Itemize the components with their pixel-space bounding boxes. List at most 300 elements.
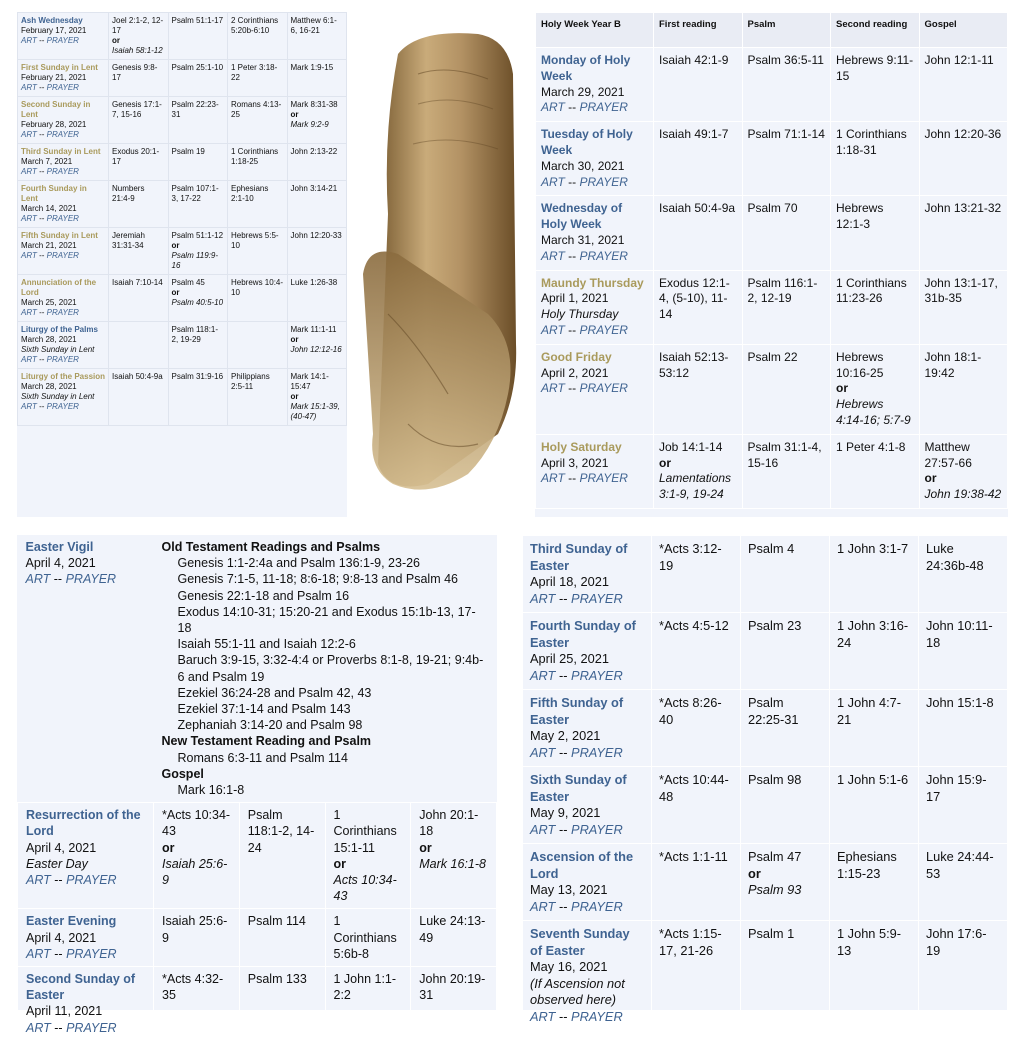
art-link[interactable]: ART: [541, 174, 565, 189]
first-reading-cell: [654, 344, 743, 434]
day-date: April 18, 2021: [530, 574, 609, 589]
easter-vigil-table: [17, 535, 497, 1035]
vigil-reading: Zephaniah 3:14-20 and Psalm 98: [177, 718, 363, 733]
day-title[interactable]: Resurrection of the Lord: [26, 808, 141, 839]
reading: Hebrews 10:16-25: [836, 349, 884, 380]
reading: Numbers 21:4-9: [112, 184, 145, 203]
day-title[interactable]: Fourth Sunday in Lent: [21, 184, 87, 203]
prayer-link[interactable]: PRAYER: [571, 821, 623, 837]
reading: John 12:20-33: [290, 231, 342, 240]
prayer-link[interactable]: PRAYER: [46, 308, 79, 317]
reading: Joel 2:1-2, 12-17: [112, 16, 164, 35]
table-row: [536, 48, 1008, 122]
reading: Romans 4:13-25: [231, 100, 282, 119]
gospel-cell: [919, 122, 1008, 196]
second-reading-cell: [831, 196, 920, 270]
reading: Matthew 27:57-66: [924, 439, 972, 470]
art-prayer-links: [530, 1009, 644, 1026]
reading: Psalm 22:23-31: [171, 100, 219, 119]
or-separator: or: [112, 36, 120, 45]
day-cell: [536, 122, 654, 196]
second-reading-cell: [831, 344, 920, 434]
first-reading-cell: [652, 767, 741, 844]
day-cell: [18, 803, 154, 909]
day-date: May 9, 2021: [530, 805, 601, 820]
psalm-cell: [168, 97, 228, 144]
day-cell: [523, 690, 652, 767]
day-title[interactable]: Ash Wednesday: [21, 16, 83, 25]
first-reading-cell: [652, 613, 741, 690]
day-date: April 4, 2021: [26, 930, 97, 945]
link-separator: --: [558, 821, 568, 837]
second-reading-cell: [830, 536, 919, 613]
day-title[interactable]: Fifth Sunday in Lent: [21, 231, 98, 240]
art-link[interactable]: ART: [25, 572, 51, 587]
art-link[interactable]: ART: [530, 590, 556, 606]
day-title[interactable]: Sixth Sunday of Easter: [530, 772, 627, 804]
reading: *Acts 4:32-35: [162, 972, 224, 1003]
art-link[interactable]: ART: [530, 1008, 556, 1024]
art-link[interactable]: ART: [21, 251, 37, 260]
reading: Mark 14:1-15:47: [290, 372, 329, 391]
header-holy-week: Holy Week Year B: [536, 13, 654, 48]
reading: Jeremiah 31:31-34: [112, 231, 145, 250]
prayer-link[interactable]: PRAYER: [46, 130, 79, 139]
day-cell: [18, 909, 154, 967]
prayer-link[interactable]: PRAYER: [66, 873, 117, 888]
alternate-reading: John 19:38-42: [924, 487, 1002, 502]
second-reading-cell: [228, 60, 288, 97]
reading: Psalm 51:1-17: [171, 16, 224, 25]
day-note: Sixth Sunday in Lent: [21, 392, 95, 401]
reading: *Acts 3:12-19: [659, 541, 722, 573]
reading: Philippians 2:5-11: [231, 372, 270, 391]
day-cell: [18, 144, 109, 181]
reading: Psalm 1: [748, 926, 795, 941]
reading: John 2:13-22: [290, 147, 338, 156]
alternate-reading: Isaiah 25:6-9: [162, 856, 228, 888]
art-link[interactable]: ART: [26, 873, 51, 888]
prayer-link[interactable]: PRAYER: [571, 898, 623, 914]
art-prayer-links: [541, 471, 648, 487]
psalm-cell: [168, 322, 228, 369]
prayer-link[interactable]: PRAYER: [46, 402, 79, 411]
alternate-reading: Hebrews 4:14-16; 5:7-9: [836, 397, 911, 427]
art-link[interactable]: ART: [530, 821, 556, 837]
reading: Psalm 31:9-16: [171, 372, 224, 381]
prayer-link[interactable]: PRAYER: [46, 251, 79, 260]
header-first-reading: First reading: [654, 13, 743, 48]
first-reading-cell: [154, 909, 240, 967]
art-link[interactable]: ART: [541, 100, 565, 115]
alternate-reading: Mark 9:2-9: [290, 120, 329, 129]
day-title[interactable]: Liturgy of the Passion: [21, 372, 106, 381]
day-date: March 28, 2021: [21, 335, 77, 344]
or-separator: or: [290, 335, 299, 344]
reading: Ephesians 2:1-10: [231, 184, 269, 203]
second-reading-cell: [228, 275, 288, 322]
art-link[interactable]: ART: [21, 36, 37, 45]
link-separator: --: [558, 667, 568, 683]
art-link[interactable]: ART: [26, 1020, 51, 1035]
second-reading-cell: [830, 921, 919, 1031]
prayer-link[interactable]: PRAYER: [579, 248, 628, 263]
link-separator: --: [54, 1020, 63, 1035]
art-link[interactable]: ART: [21, 83, 37, 92]
day-date: March 7, 2021: [21, 157, 73, 166]
first-reading-cell: [154, 803, 240, 909]
link-separator: --: [558, 898, 568, 914]
header-gospel: Gospel: [919, 13, 1008, 48]
table-row: [523, 844, 1008, 921]
table-row: [536, 344, 1008, 434]
reading: 1 John 4:7-21: [837, 695, 902, 727]
art-link[interactable]: ART: [541, 322, 565, 337]
reading: Psalm 22: [747, 349, 798, 364]
day-cell: [18, 13, 109, 60]
reading: Psalm 98: [748, 772, 802, 787]
reading: *Acts 4:5-12: [659, 618, 729, 633]
prayer-link[interactable]: PRAYER: [579, 381, 628, 396]
gospel-cell: [287, 275, 347, 322]
day-cell: [523, 844, 652, 921]
day-date: March 29, 2021: [541, 84, 625, 99]
day-cell: [18, 275, 109, 322]
day-title[interactable]: Fifth Sunday of Easter: [530, 695, 624, 727]
reading: Psalm 23: [748, 618, 802, 633]
day-title[interactable]: Tuesday of Holy Week: [541, 127, 633, 157]
gospel-cell: [287, 369, 347, 426]
reading: 1 Corinthians 1:18-25: [231, 147, 279, 166]
vigil-reading: Genesis 7:1-5, 11-18; 8:6-18; 9:8-13 and Psalm 46: [177, 572, 458, 587]
art-link[interactable]: ART: [26, 946, 51, 961]
reading: Psalm 51:1-12: [171, 231, 224, 240]
first-reading-cell: [109, 13, 169, 60]
day-title[interactable]: Second Sunday in Lent: [21, 100, 91, 119]
day-cell: [523, 536, 652, 613]
day-cell: [18, 97, 109, 144]
reading: Hebrews 5:5-10: [231, 231, 279, 250]
holy-week-table: [535, 12, 1008, 517]
day-date: February 28, 2021: [21, 120, 87, 129]
day-note: Holy Thursday: [541, 307, 619, 322]
psalm-cell: [742, 270, 831, 344]
prayer-link[interactable]: PRAYER: [46, 36, 79, 45]
first-reading-cell: [654, 270, 743, 344]
table-row: [18, 909, 497, 967]
reading: Isaiah 7:10-14: [112, 278, 163, 287]
prayer-link[interactable]: PRAYER: [571, 667, 623, 683]
table-row: [18, 369, 347, 426]
second-reading-cell: [325, 967, 411, 1041]
gospel-cell: [919, 536, 1008, 613]
prayer-link[interactable]: PRAYER: [579, 471, 628, 486]
art-link[interactable]: ART: [21, 130, 37, 139]
reading: Hebrews 12:1-3: [836, 201, 884, 232]
day-title[interactable]: Easter Evening: [26, 914, 117, 929]
vigil-reading: Genesis 22:1-18 and Psalm 16: [177, 588, 350, 603]
art-link[interactable]: ART: [530, 898, 556, 914]
art-link[interactable]: ART: [21, 308, 37, 317]
reading: Isaiah 50:4-9a: [659, 201, 736, 216]
art-prayer-links: [541, 175, 648, 191]
psalm-cell: [168, 369, 228, 426]
day-cell: [18, 967, 154, 1041]
reading: Psalm 116:1-2, 12-19: [747, 275, 818, 306]
reading: Hebrews 10:4-10: [231, 278, 284, 297]
prayer-link[interactable]: PRAYER: [579, 100, 628, 115]
lent-lectionary-table: [17, 12, 347, 517]
first-reading-cell: [109, 228, 169, 275]
reading: Psalm 114: [247, 914, 306, 929]
day-date: April 3, 2021: [541, 455, 609, 470]
day-title[interactable]: Good Friday: [541, 349, 612, 364]
table-row: [536, 434, 1008, 508]
reading: Psalm 71:1-14: [747, 127, 825, 142]
psalm-cell: [741, 921, 830, 1031]
art-prayer-links: [26, 571, 146, 587]
day-date: April 11, 2021: [26, 1004, 103, 1019]
prayer-link[interactable]: PRAYER: [46, 83, 79, 92]
day-title[interactable]: Annunciation of the Lord: [21, 278, 97, 297]
alternate-reading: Acts 10:34-43: [333, 873, 397, 904]
alternate-reading: Mark 15:1-39, (40-47): [290, 402, 340, 421]
psalm-cell: [742, 434, 831, 508]
table-row: [18, 803, 497, 909]
art-prayer-links: [26, 872, 145, 888]
second-reading-cell: [830, 767, 919, 844]
second-reading-cell: [228, 322, 288, 369]
link-separator: --: [39, 83, 45, 92]
psalm-cell: [741, 536, 830, 613]
second-reading-cell: [831, 48, 920, 122]
art-link[interactable]: ART: [541, 381, 565, 396]
link-separator: --: [39, 167, 45, 176]
gospel-cell: [919, 344, 1008, 434]
day-cell: [18, 228, 109, 275]
prayer-link[interactable]: PRAYER: [571, 1008, 623, 1024]
reading: Psalm 4: [748, 541, 795, 556]
art-prayer-links: [21, 355, 105, 365]
table-row: [523, 536, 1008, 613]
table-row: [536, 196, 1008, 270]
prayer-link[interactable]: PRAYER: [66, 1020, 117, 1035]
reading: John 10:11-18: [926, 618, 993, 650]
link-separator: --: [39, 214, 45, 223]
art-prayer-links: [530, 899, 644, 916]
art-link[interactable]: ART: [21, 214, 37, 223]
alternate-reading: Psalm 119:9-16: [171, 251, 219, 270]
day-title[interactable]: Fourth Sunday of Easter: [530, 618, 636, 650]
vigil-reading: Ezekiel 36:24-28 and Psalm 42, 43: [177, 685, 372, 700]
art-link[interactable]: ART: [21, 355, 37, 364]
day-title[interactable]: Second Sunday of Easter: [26, 972, 136, 1003]
day-title[interactable]: First Sunday in Lent: [21, 63, 98, 72]
art-link[interactable]: ART: [21, 402, 37, 411]
day-title[interactable]: Seventh Sunday of Easter: [530, 926, 630, 958]
second-reading-cell: [830, 613, 919, 690]
day-cell: [523, 767, 652, 844]
day-date: March 30, 2021: [541, 158, 625, 173]
reading: Isaiah 42:1-9: [659, 53, 729, 67]
prayer-link[interactable]: PRAYER: [65, 572, 117, 587]
reading: Job 14:1-14: [659, 439, 723, 454]
alternate-reading: John 12:12-16: [290, 345, 342, 354]
reading: Psalm 25:1-10: [171, 63, 224, 72]
art-link[interactable]: ART: [530, 667, 556, 683]
or-separator: or: [924, 471, 937, 486]
day-date: March 28, 2021: [21, 382, 77, 391]
ot-heading: Old Testament Readings and Psalms: [161, 540, 381, 554]
reading: 1 Corinthians 5:6b-8: [333, 914, 397, 961]
day-cell: [523, 921, 652, 1031]
table-row: [18, 322, 347, 369]
first-reading-cell: [654, 434, 743, 508]
alternate-reading: Mark 16:1-8: [419, 856, 486, 871]
day-cell: [18, 60, 109, 97]
table-row: [523, 921, 1008, 1031]
first-reading-cell: [652, 536, 741, 613]
table-row: [536, 270, 1008, 344]
reading: John 20:19-31: [419, 972, 486, 1003]
second-reading-cell: [831, 270, 920, 344]
reading: Isaiah 52:13-53:12: [659, 349, 729, 380]
day-title[interactable]: Third Sunday of Easter: [530, 541, 628, 573]
vigil-reading: Baruch 3:9-15, 3:32-4:4 or Proverbs 8:1-8, 19-21; 9:4b-6 and Psalm 19: [177, 653, 484, 684]
art-prayer-links: [21, 251, 105, 261]
reading: Ephesians 1:15-23: [837, 849, 897, 881]
psalm-cell: [742, 122, 831, 196]
art-link[interactable]: ART: [530, 744, 556, 760]
art-prayer-links: [21, 308, 105, 318]
table-row: [18, 275, 347, 322]
psalm-cell: [168, 181, 228, 228]
gospel-cell: [411, 803, 497, 909]
first-reading-cell: [654, 48, 743, 122]
second-reading-cell: [830, 690, 919, 767]
day-title[interactable]: Third Sunday in Lent: [21, 147, 101, 156]
day-title[interactable]: Monday of Holy Week: [541, 53, 631, 83]
link-separator: --: [568, 381, 577, 396]
prayer-link[interactable]: PRAYER: [46, 167, 79, 176]
reading: Genesis 9:8-17: [112, 63, 158, 82]
day-date: April 1, 2021: [541, 291, 609, 306]
art-link[interactable]: ART: [21, 167, 37, 176]
day-cell: [523, 613, 652, 690]
reading: Mark 1:9-15: [290, 63, 334, 72]
gospel-heading: Gospel: [161, 766, 204, 781]
or-separator: or: [659, 455, 671, 470]
reading: Psalm 19: [171, 147, 205, 156]
psalm-cell: [168, 228, 228, 275]
gospel-cell: [919, 196, 1008, 270]
day-cell: [536, 434, 654, 508]
reading: Isaiah 25:6-9: [162, 914, 228, 945]
day-date: May 13, 2021: [530, 882, 608, 897]
day-title[interactable]: Wednesday of Holy Week: [541, 201, 623, 232]
day-title[interactable]: Maundy Thursday: [541, 275, 644, 290]
table-row: [523, 767, 1008, 844]
link-separator: --: [568, 174, 577, 189]
first-reading-cell: [154, 967, 240, 1041]
reading: *Acts 1:1-11: [659, 849, 728, 864]
prayer-link[interactable]: PRAYER: [579, 322, 628, 337]
psalm-cell: [742, 48, 831, 122]
second-reading-cell: [831, 122, 920, 196]
easter-sundays-table: [522, 535, 1008, 1024]
art-link[interactable]: ART: [541, 248, 565, 263]
gospel-cell: [919, 434, 1008, 508]
psalm-cell: [239, 803, 325, 909]
art-prayer-links: [21, 167, 105, 177]
art-link[interactable]: ART: [541, 471, 565, 486]
day-title[interactable]: Liturgy of the Palms: [21, 325, 98, 334]
prayer-link[interactable]: PRAYER: [46, 355, 79, 364]
first-reading-cell: [109, 369, 169, 426]
second-reading-cell: [228, 13, 288, 60]
prayer-link[interactable]: PRAYER: [66, 946, 117, 961]
reading: Psalm 36:5-11: [747, 53, 824, 67]
vigil-reading: Ezekiel 37:1-14 and Psalm 143: [177, 702, 351, 717]
link-separator: --: [568, 471, 577, 486]
vigil-reading: Exodus 14:10-31; 15:20-21 and Exodus 15:1b-13, 17-18: [177, 604, 476, 636]
reading: Isaiah 49:1-7: [659, 127, 729, 142]
or-separator: or: [333, 856, 346, 871]
psalm-cell: [742, 344, 831, 434]
day-date: March 25, 2021: [21, 298, 77, 307]
prayer-link[interactable]: PRAYER: [46, 214, 79, 223]
reading: Psalm 118:1-2, 19-29: [171, 325, 219, 344]
second-reading-cell: [228, 97, 288, 144]
table-row: [18, 967, 497, 1041]
psalm-cell: [741, 690, 830, 767]
first-reading-cell: [109, 322, 169, 369]
reading: 1 John 3:1-7: [837, 541, 909, 556]
day-title[interactable]: Easter Vigil: [25, 540, 94, 554]
first-reading-cell: [652, 844, 741, 921]
alternate-reading: Psalm 40:5-10: [171, 298, 224, 307]
reading: Luke 1:26-38: [290, 278, 338, 287]
reading: John 13:1-17, 31b-35: [924, 275, 998, 306]
day-note: Easter Day: [26, 856, 88, 871]
reading: John 3:14-21: [290, 184, 338, 193]
table-row: [18, 144, 347, 181]
link-separator: --: [568, 322, 577, 337]
link-separator: --: [39, 130, 45, 139]
gospel-cell: [919, 767, 1008, 844]
prayer-link[interactable]: PRAYER: [571, 744, 623, 760]
day-title[interactable]: Ascension of the Lord: [530, 849, 634, 881]
vigil-readings: [154, 535, 497, 803]
prayer-link[interactable]: PRAYER: [571, 590, 623, 606]
reading: Luke 24:13-49: [419, 914, 486, 945]
prayer-link[interactable]: PRAYER: [579, 174, 628, 189]
reading: Psalm 70: [747, 201, 798, 216]
table-row: [18, 228, 347, 275]
header-second-reading: Second reading: [831, 13, 920, 48]
link-separator: --: [568, 248, 577, 263]
reading: Luke 24:44-53: [926, 849, 994, 881]
reading: John 15:9-17: [926, 772, 987, 804]
day-date: February 21, 2021: [21, 73, 87, 82]
link-separator: --: [54, 946, 63, 961]
day-title[interactable]: Holy Saturday: [541, 439, 622, 454]
art-prayer-links: [530, 591, 644, 608]
first-reading-cell: [109, 181, 169, 228]
reading: *Acts 8:26-40: [659, 695, 722, 727]
link-separator: --: [39, 36, 45, 45]
day-date: April 4, 2021: [26, 840, 97, 855]
